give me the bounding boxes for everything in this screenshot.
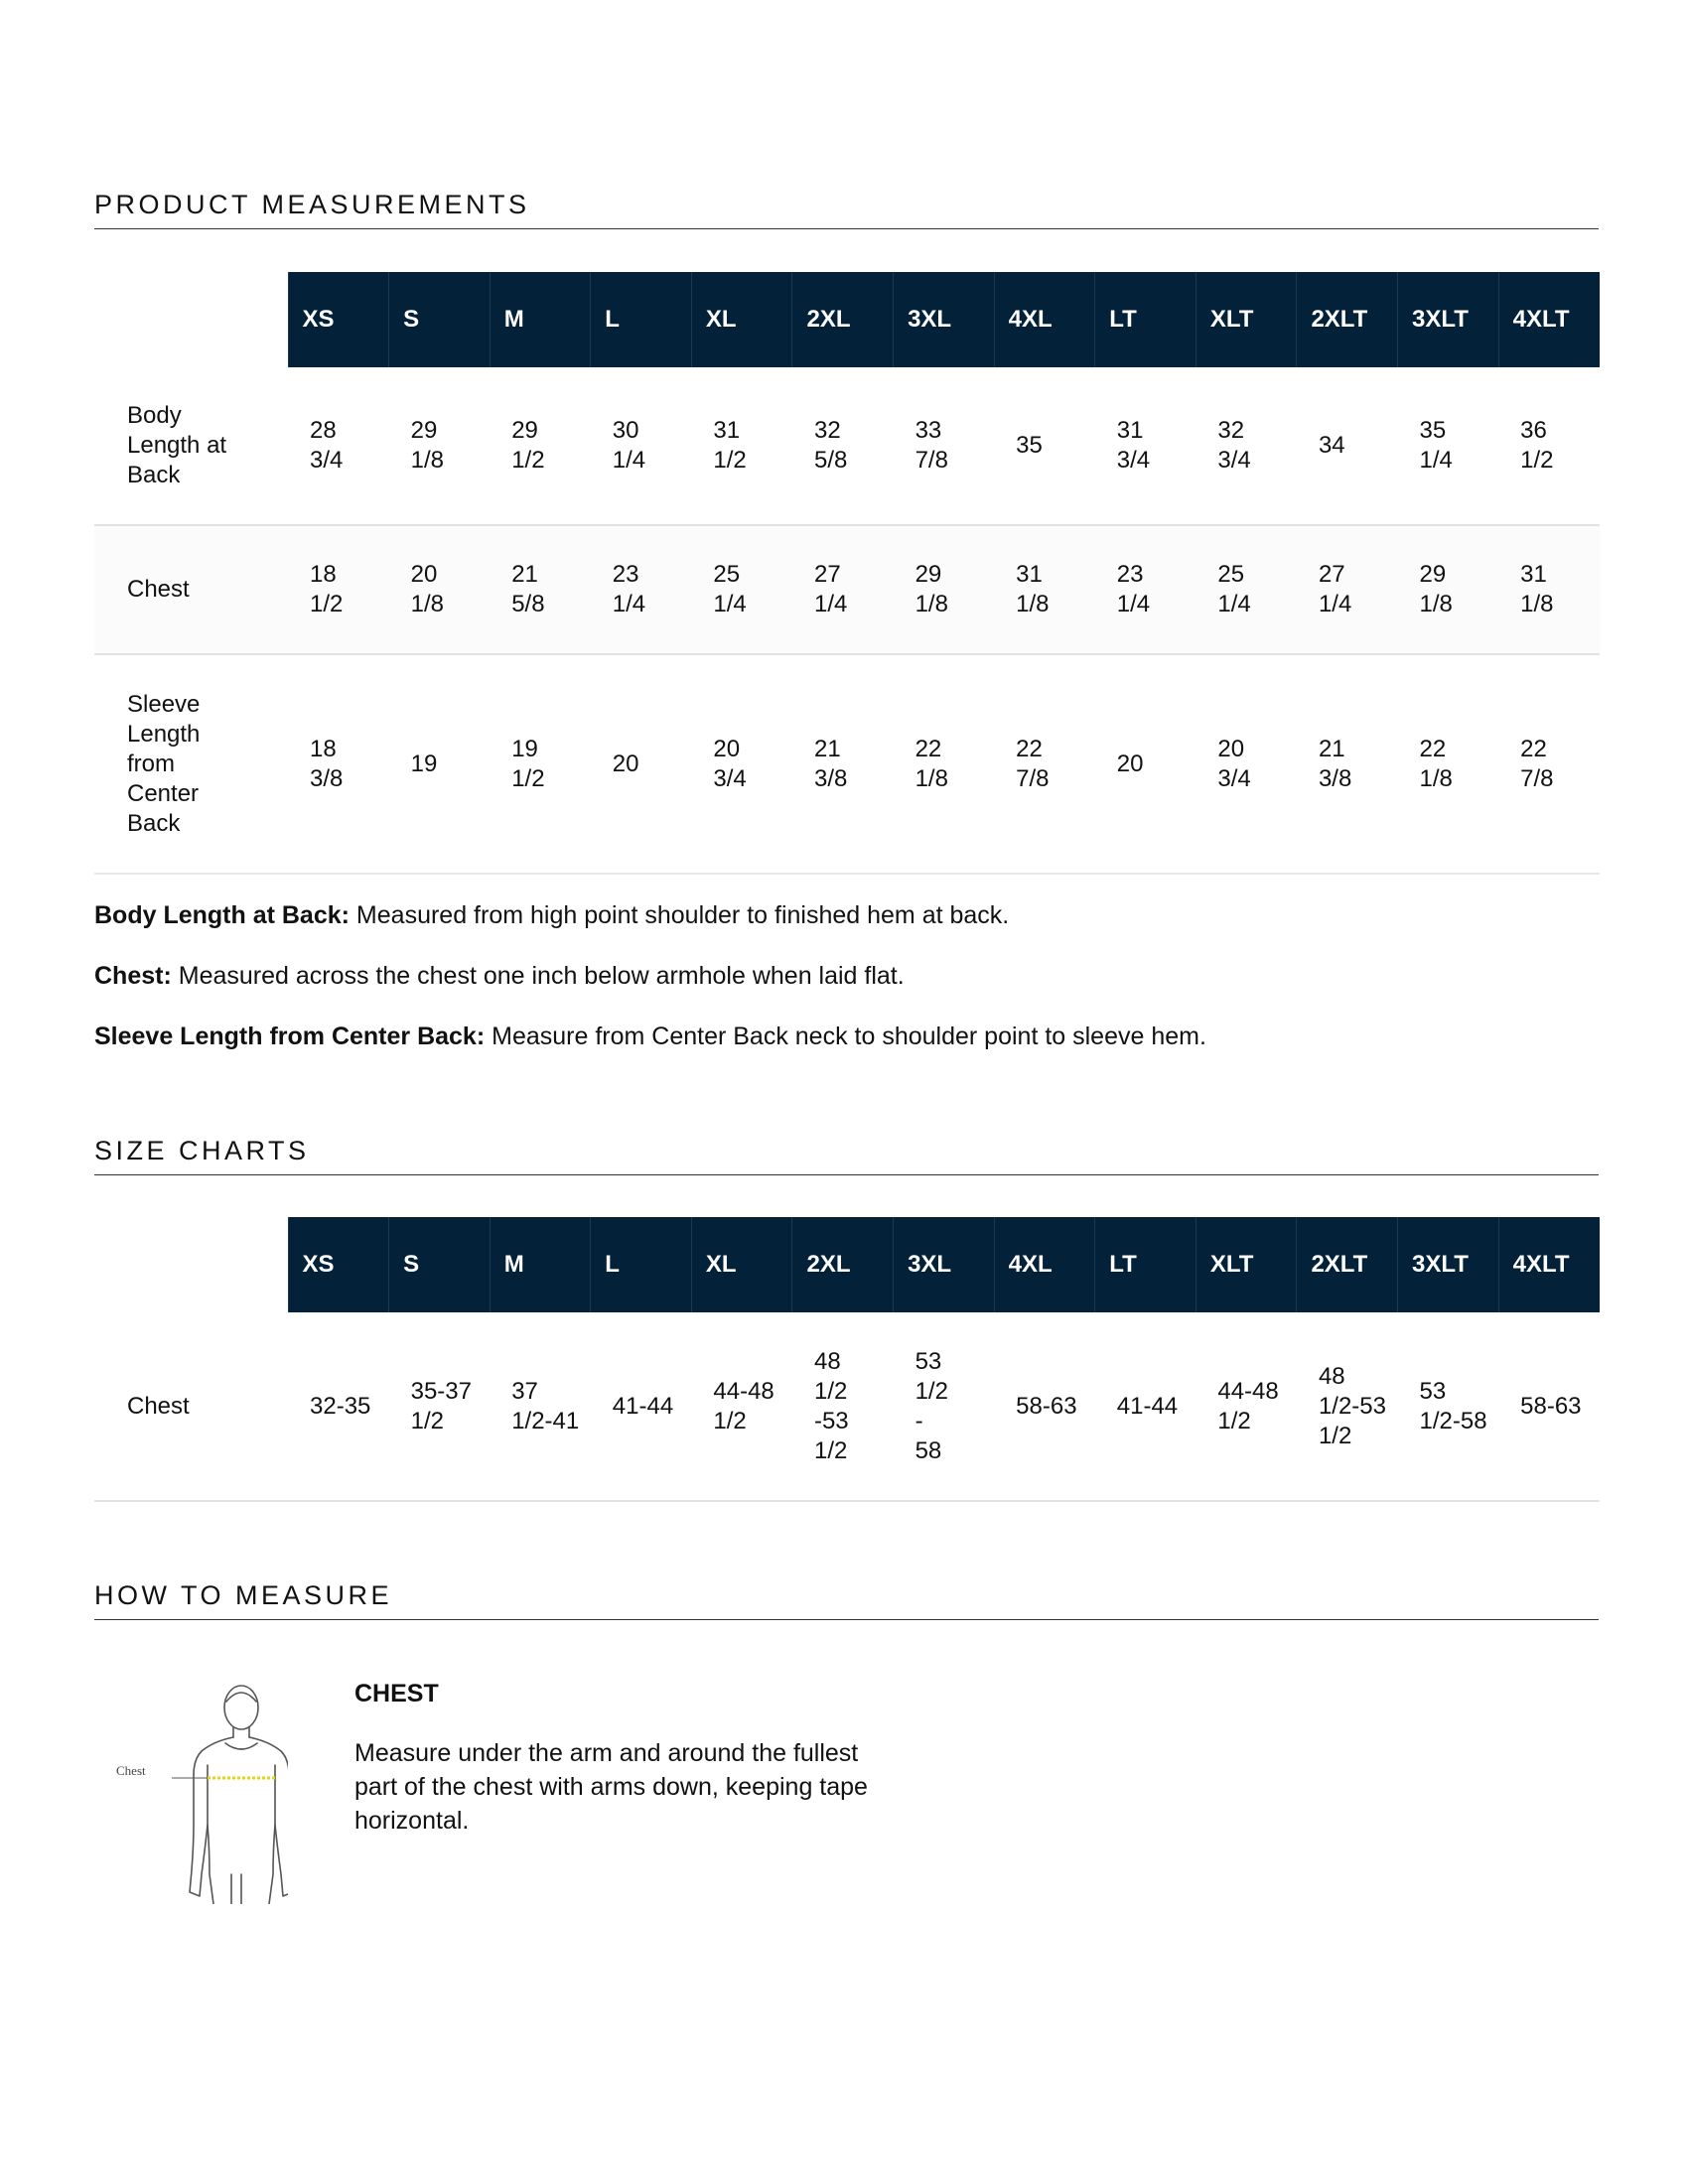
measure-instructions-chest: Measure under the arm and around the fullest part of the chest with arms down, keeping tape horizontal.	[354, 1739, 868, 1835]
size-header-3xl: 3XL	[894, 1217, 995, 1312]
table-cell: 31 1/8	[1498, 525, 1600, 654]
table-cell: 23 1/4	[591, 525, 692, 654]
size-header-3xlt: 3XLT	[1398, 1217, 1499, 1312]
definition-chest: Chest: Measured across the chest one inch below armhole when laid flat.	[94, 962, 905, 990]
table-row-body-length	[94, 367, 1600, 525]
table-cell: 18 1/2	[288, 525, 389, 654]
measurement-definitions	[94, 900, 1599, 1082]
table-cell: 22 7/8	[1498, 654, 1600, 874]
header-blank-cell	[94, 1217, 288, 1312]
table-cell: 25 1/4	[1196, 525, 1297, 654]
header-blank-cell	[94, 272, 288, 367]
table-cell: 27 1/4	[792, 525, 894, 654]
size-header-s: S	[389, 1217, 491, 1312]
table-cell: 53 1/2 - 58	[894, 1312, 995, 1501]
table-cell: 30 1/4	[591, 367, 692, 525]
table-row-chest	[94, 525, 1600, 654]
table-cell: 37 1/2-41	[490, 1312, 591, 1501]
table-cell: 23 1/4	[1095, 525, 1196, 654]
table-cell: 35	[994, 367, 1095, 525]
table-cell: 28 3/4	[288, 367, 389, 525]
table-cell: 44-48 1/2	[1196, 1312, 1297, 1501]
table-cell: 29 1/8	[894, 525, 995, 654]
definition-sleeve-length: Sleeve Length from Center Back: Measure from Center Back neck to shoulder point to sleeve hem.	[94, 1023, 1206, 1050]
table-cell: 32-35	[288, 1312, 389, 1501]
size-header-xlt: XLT	[1196, 1217, 1297, 1312]
table-cell: 32 3/4	[1196, 367, 1297, 525]
table-cell: 27 1/4	[1297, 525, 1398, 654]
section-title-product-measurements: PRODUCT MEASUREMENTS	[94, 191, 1599, 229]
row-label-chest: Chest	[94, 525, 288, 654]
person-figure-icon	[114, 1676, 288, 1904]
size-header-2xl: 2XL	[792, 1217, 894, 1312]
table-cell: 53 1/2-58	[1398, 1312, 1499, 1501]
table-cell: 25 1/4	[691, 525, 792, 654]
table-cell: 35 1/4	[1398, 367, 1499, 525]
size-chart-table	[94, 1217, 1600, 1502]
product-measurements-table	[94, 272, 1600, 875]
section-title-how-to-measure: HOW TO MEASURE	[94, 1581, 1599, 1620]
size-header-3xlt: 3XLT	[1398, 272, 1499, 367]
size-header-4xlt: 4XLT	[1498, 272, 1600, 367]
table-cell: 44-48 1/2	[691, 1312, 792, 1501]
size-header-lt: LT	[1095, 272, 1196, 367]
table-cell: 31 3/4	[1095, 367, 1196, 525]
table-cell: 19 1/2	[490, 654, 591, 874]
size-header-l: L	[591, 272, 692, 367]
size-header-l: L	[591, 1217, 692, 1312]
table-cell: 31 1/8	[994, 525, 1095, 654]
table-cell: 19	[389, 654, 491, 874]
table-cell: 18 3/8	[288, 654, 389, 874]
table-cell: 21 3/8	[1297, 654, 1398, 874]
size-header-xs: XS	[288, 272, 389, 367]
how-to-measure-chest	[354, 1680, 871, 1838]
row-label-chest: Chest	[94, 1312, 288, 1501]
table-cell: 58-63	[1498, 1312, 1600, 1501]
table-cell: 20	[1095, 654, 1196, 874]
table-cell: 41-44	[1095, 1312, 1196, 1501]
table-cell: 31 1/2	[691, 367, 792, 525]
table-cell: 21 3/8	[792, 654, 894, 874]
size-header-xlt: XLT	[1196, 272, 1297, 367]
size-header-2xlt: 2XLT	[1297, 272, 1398, 367]
table-cell: 20 3/4	[1196, 654, 1297, 874]
size-header-2xl: 2XL	[792, 272, 894, 367]
table-cell: 21 5/8	[490, 525, 591, 654]
size-header-3xl: 3XL	[894, 272, 995, 367]
table-cell: 22 1/8	[1398, 654, 1499, 874]
table-cell: 35-37 1/2	[389, 1312, 491, 1501]
table-cell: 32 5/8	[792, 367, 894, 525]
table-cell: 48 1/2 -53 1/2	[792, 1312, 894, 1501]
size-header-xl: XL	[691, 272, 792, 367]
table-cell: 29 1/8	[1398, 525, 1499, 654]
row-label-body-length: Body Length at Back	[94, 367, 288, 525]
row-label-sleeve-length: Sleeve Length from Center Back	[94, 654, 288, 874]
table-row-chest-size	[94, 1312, 1600, 1501]
size-header-4xl: 4XL	[994, 272, 1095, 367]
size-header-row	[94, 1217, 1600, 1312]
size-header-xs: XS	[288, 1217, 389, 1312]
table-cell: 34	[1297, 367, 1398, 525]
measure-heading-chest: CHEST	[354, 1680, 439, 1707]
table-cell: 20 1/8	[389, 525, 491, 654]
table-cell: 22 7/8	[994, 654, 1095, 874]
figure-label-chest: Chest	[116, 1763, 146, 1778]
table-cell: 29 1/2	[490, 367, 591, 525]
table-cell: 36 1/2	[1498, 367, 1600, 525]
size-header-4xlt: 4XLT	[1498, 1217, 1600, 1312]
size-header-s: S	[389, 272, 491, 367]
chest-measure-figure	[114, 1676, 288, 1904]
size-header-2xlt: 2XLT	[1297, 1217, 1398, 1312]
size-header-lt: LT	[1095, 1217, 1196, 1312]
table-row-sleeve-length	[94, 654, 1600, 874]
table-cell: 58-63	[994, 1312, 1095, 1501]
size-header-4xl: 4XL	[994, 1217, 1095, 1312]
table-cell: 33 7/8	[894, 367, 995, 525]
table-cell: 48 1/2-53 1/2	[1297, 1312, 1398, 1501]
table-cell: 29 1/8	[389, 367, 491, 525]
size-header-xl: XL	[691, 1217, 792, 1312]
table-cell: 20	[591, 654, 692, 874]
size-header-row	[94, 272, 1600, 367]
section-title-size-charts: SIZE CHARTS	[94, 1137, 1599, 1175]
table-cell: 22 1/8	[894, 654, 995, 874]
size-header-m: M	[490, 1217, 591, 1312]
table-cell: 41-44	[591, 1312, 692, 1501]
definition-body-length: Body Length at Back: Measured from high point shoulder to finished hem at back.	[94, 901, 1010, 929]
size-header-m: M	[490, 272, 591, 367]
table-cell: 20 3/4	[691, 654, 792, 874]
